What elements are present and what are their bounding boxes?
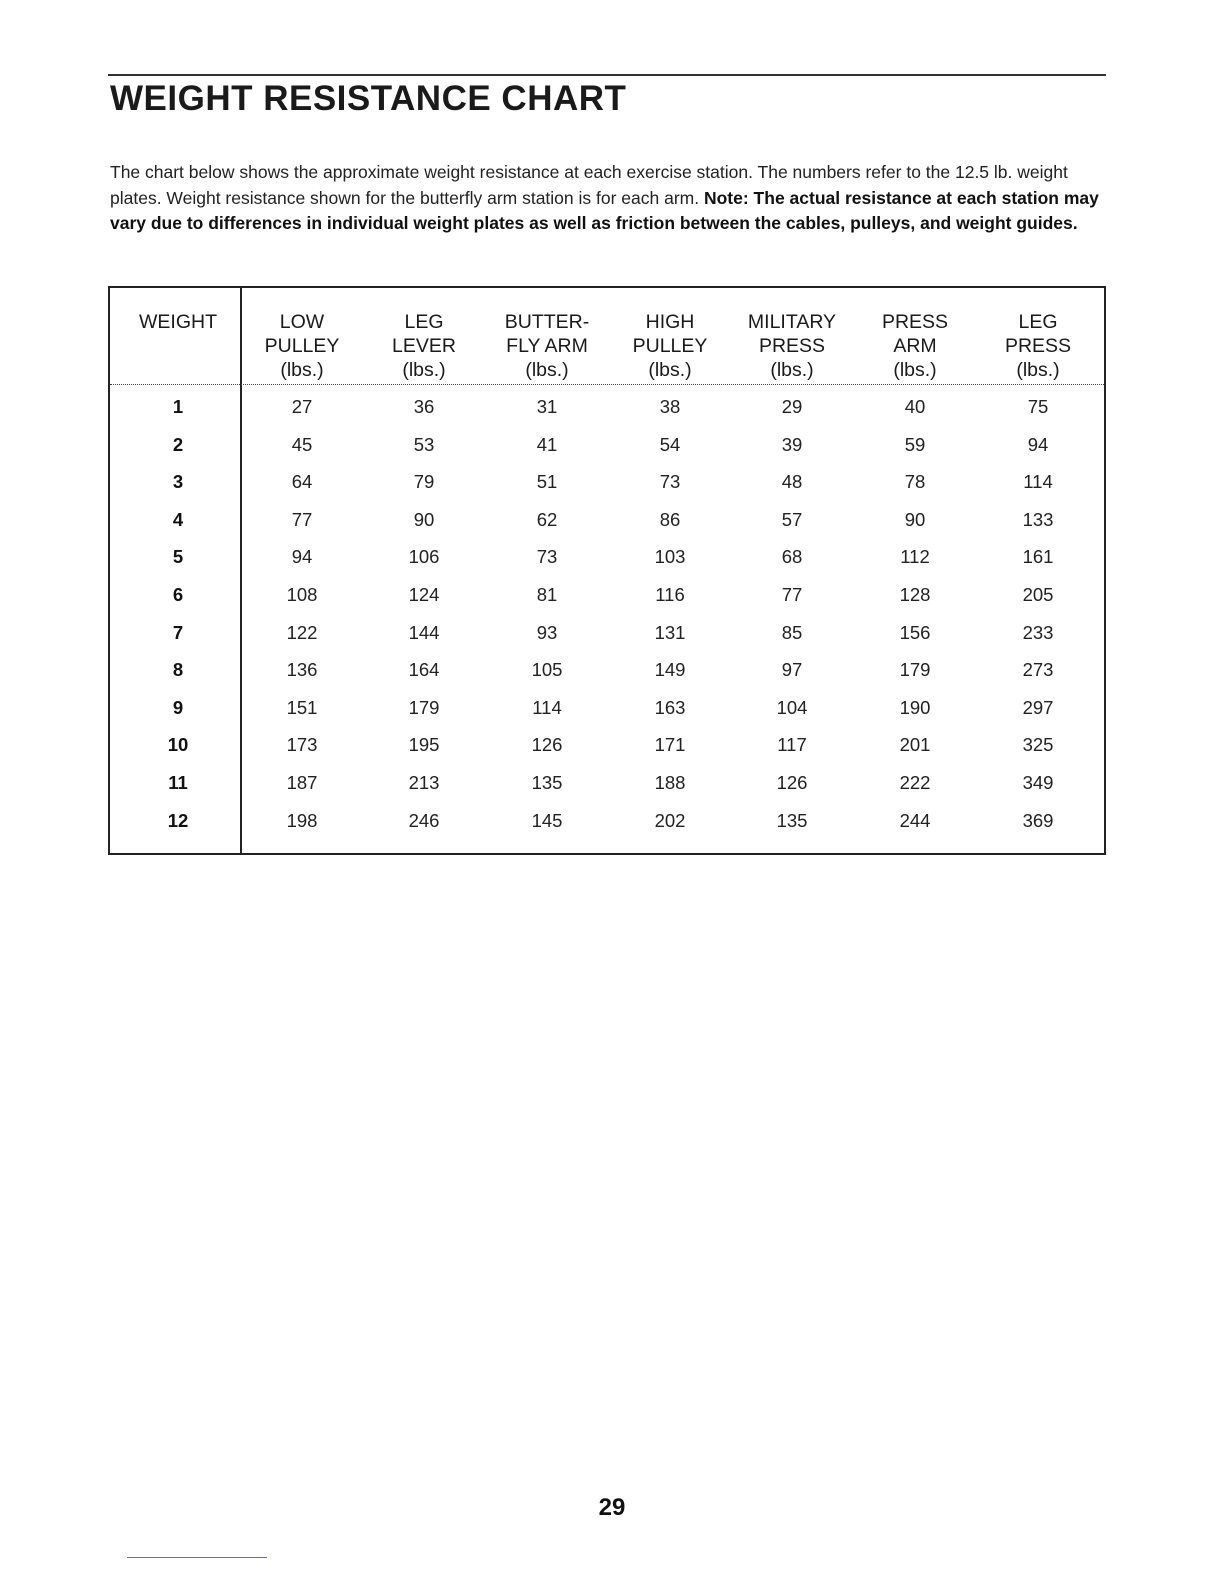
resistance-value-military-press: 126	[776, 772, 808, 793]
resistance-value-press-arm: 112	[900, 546, 930, 568]
column-header-low-pulley	[265, 310, 340, 382]
column-header-line: FLY ARM	[506, 335, 588, 357]
resistance-value-leg-press: 75	[1027, 396, 1049, 417]
weight-plate-count: 11	[168, 772, 188, 793]
resistance-value-butterfly-arm: 145	[531, 809, 563, 831]
weight-plate-count: 7	[172, 621, 184, 643]
resistance-value-butterfly-arm: 135	[531, 772, 563, 793]
header-divider	[110, 384, 1104, 385]
page-title: WEIGHT RESISTANCE CHART	[110, 79, 627, 118]
resistance-value-press-arm: 244	[899, 809, 931, 831]
column-header-weight	[139, 310, 217, 334]
resistance-value-leg-lever: 213	[408, 772, 440, 793]
column-header-line: PRESS	[881, 311, 949, 333]
resistance-value-military-press: 39	[781, 433, 803, 455]
resistance-value-press-arm: 222	[899, 772, 931, 793]
table-row	[110, 689, 1104, 726]
column-header-line: LEVER	[392, 335, 456, 357]
resistance-value-high-pulley: 73	[659, 471, 681, 493]
column-header-line: (lbs.)	[402, 359, 446, 381]
resistance-value-military-press: 57	[781, 508, 803, 530]
resistance-value-leg-press: 369	[1022, 809, 1054, 831]
resistance-value-military-press: 77	[781, 584, 803, 605]
resistance-value-high-pulley: 38	[659, 396, 681, 417]
column-header-press-arm	[882, 310, 948, 382]
weight-plate-count: 4	[172, 508, 184, 530]
column-header-line: WEIGHT	[139, 311, 217, 333]
bottom-link-rule	[127, 1557, 267, 1558]
column-header-line: BUTTER-	[504, 311, 590, 333]
weight-plate-count: 3	[172, 471, 184, 493]
resistance-value-high-pulley: 163	[654, 696, 686, 718]
page-number: 29	[598, 1494, 626, 1521]
resistance-value-low-pulley: 122	[286, 621, 318, 643]
column-header-line: ARM	[893, 335, 937, 357]
column-header-line: (lbs.)	[280, 359, 324, 381]
resistance-value-press-arm: 90	[904, 508, 926, 530]
resistance-value-leg-lever: 195	[408, 734, 440, 756]
resistance-value-leg-lever: 124	[408, 584, 440, 605]
table-row	[110, 538, 1104, 575]
column-header-butterfly-arm	[505, 310, 590, 382]
resistance-value-military-press: 135	[776, 809, 808, 831]
resistance-value-leg-press: 133	[1022, 508, 1054, 530]
column-header-line: PULLEY	[632, 335, 708, 357]
table-row	[110, 802, 1104, 839]
table-row	[110, 764, 1104, 801]
intro-note: Note: The actual resistance at each station may vary due to differences in individual weight plates as well as friction between the cables, pulleys, and weight guides.	[110, 187, 1099, 233]
resistance-value-high-pulley: 131	[654, 621, 686, 643]
column-header-line: HIGH	[645, 311, 695, 333]
resistance-value-low-pulley: 187	[286, 772, 318, 793]
resistance-value-low-pulley: 64	[291, 471, 313, 493]
resistance-value-butterfly-arm: 126	[531, 734, 563, 756]
resistance-value-low-pulley: 27	[291, 396, 313, 417]
resistance-value-leg-press: 233	[1022, 621, 1054, 643]
resistance-value-butterfly-arm: 81	[536, 584, 558, 605]
table-row	[110, 726, 1104, 763]
resistance-value-military-press: 104	[776, 696, 808, 718]
column-header-line: (lbs.)	[1016, 359, 1060, 381]
resistance-value-butterfly-arm: 73	[536, 546, 558, 568]
resistance-value-leg-press: 325	[1022, 734, 1054, 756]
table-row	[110, 463, 1104, 500]
column-header-high-pulley	[633, 310, 708, 382]
resistance-value-leg-press: 205	[1022, 584, 1054, 605]
resistance-value-military-press: 85	[781, 621, 803, 643]
column-header-line: PULLEY	[264, 335, 340, 357]
intro-text: The chart below shows the approximate weight resistance at each exercise station. The numbers refer to the 12.5 lb. weight plates. Weight resistance shown for the butterfly arm station is for each arm.	[110, 162, 1068, 208]
resistance-value-military-press: 29	[781, 396, 803, 417]
weight-plate-count: 1	[172, 396, 184, 417]
resistance-value-military-press: 68	[781, 546, 803, 568]
column-header-line: (lbs.)	[893, 359, 937, 381]
resistance-value-low-pulley: 173	[286, 734, 318, 756]
resistance-value-low-pulley: 136	[286, 659, 318, 681]
resistance-value-leg-lever: 106	[408, 546, 440, 568]
resistance-value-high-pulley: 188	[654, 772, 686, 793]
weight-plate-count: 10	[167, 734, 189, 756]
resistance-value-military-press: 48	[781, 471, 803, 493]
resistance-value-leg-press: 273	[1022, 659, 1054, 681]
resistance-value-low-pulley: 77	[291, 508, 313, 530]
resistance-value-military-press: 97	[781, 659, 803, 681]
weight-plate-count: 5	[172, 546, 184, 568]
resistance-value-leg-lever: 144	[408, 621, 440, 643]
resistance-value-high-pulley: 86	[659, 508, 681, 530]
resistance-value-leg-lever: 179	[408, 696, 440, 718]
resistance-value-press-arm: 128	[899, 584, 931, 605]
resistance-value-leg-lever: 36	[413, 396, 435, 417]
resistance-value-high-pulley: 116	[655, 584, 685, 605]
resistance-value-leg-press: 94	[1027, 433, 1049, 455]
resistance-value-butterfly-arm: 31	[536, 396, 558, 417]
resistance-value-high-pulley: 202	[654, 809, 686, 831]
resistance-value-press-arm: 40	[904, 396, 926, 417]
resistance-value-leg-lever: 246	[408, 809, 440, 831]
table-row	[110, 426, 1104, 463]
column-header-line: (lbs.)	[525, 359, 569, 381]
resistance-value-leg-press: 297	[1022, 696, 1054, 718]
resistance-value-press-arm: 59	[904, 433, 926, 455]
resistance-value-leg-lever: 164	[408, 659, 440, 681]
column-header-line: PRESS	[1004, 335, 1072, 357]
resistance-value-low-pulley: 45	[291, 433, 313, 455]
weight-plate-count: 2	[172, 433, 184, 455]
table-row	[110, 501, 1104, 538]
resistance-value-high-pulley: 171	[654, 734, 686, 756]
resistance-value-butterfly-arm: 114	[532, 696, 562, 718]
resistance-value-leg-lever: 90	[413, 508, 435, 530]
resistance-value-high-pulley: 54	[659, 433, 681, 455]
resistance-value-high-pulley: 149	[654, 659, 686, 681]
resistance-value-butterfly-arm: 41	[536, 433, 558, 455]
column-header-line: LEG	[1018, 311, 1058, 333]
column-header-leg-press	[1005, 310, 1071, 382]
resistance-value-butterfly-arm: 51	[536, 471, 558, 493]
resistance-value-press-arm: 190	[899, 696, 931, 718]
column-header-leg-lever	[392, 310, 456, 382]
weight-plate-count: 12	[167, 809, 189, 831]
resistance-value-leg-press: 161	[1022, 546, 1054, 568]
resistance-value-leg-press: 114	[1023, 471, 1053, 493]
resistance-value-leg-lever: 53	[413, 433, 435, 455]
resistance-value-press-arm: 179	[899, 659, 931, 681]
weight-resistance-table	[108, 286, 1106, 855]
weight-plate-count: 9	[172, 696, 184, 718]
resistance-value-low-pulley: 198	[286, 809, 318, 831]
column-header-line: (lbs.)	[648, 359, 692, 381]
resistance-value-butterfly-arm: 105	[531, 659, 563, 681]
table-row	[110, 651, 1104, 688]
column-header-military-press	[748, 310, 836, 382]
resistance-value-low-pulley: 108	[286, 584, 318, 605]
weight-plate-count: 6	[172, 584, 184, 605]
table-row	[110, 614, 1104, 651]
column-header-line: PRESS	[758, 335, 826, 357]
table-row	[110, 576, 1104, 613]
table-row	[110, 388, 1104, 425]
column-header-line: LOW	[279, 311, 325, 333]
column-header-line: LEG	[404, 311, 444, 333]
resistance-value-press-arm: 201	[899, 734, 931, 756]
top-rule	[108, 74, 1106, 76]
resistance-value-butterfly-arm: 62	[536, 508, 558, 530]
resistance-value-butterfly-arm: 93	[536, 621, 558, 643]
resistance-value-military-press: 117	[777, 734, 807, 756]
resistance-value-high-pulley: 103	[654, 546, 686, 568]
resistance-value-press-arm: 156	[899, 621, 931, 643]
weight-plate-count: 8	[172, 659, 184, 681]
column-header-line: (lbs.)	[770, 359, 814, 381]
resistance-value-press-arm: 78	[904, 471, 926, 493]
column-header-line: MILITARY	[747, 311, 837, 333]
resistance-value-leg-lever: 79	[413, 471, 435, 493]
resistance-value-leg-press: 349	[1022, 772, 1054, 793]
resistance-value-low-pulley: 151	[286, 696, 318, 718]
resistance-value-low-pulley: 94	[291, 546, 313, 568]
intro-paragraph	[110, 160, 1100, 237]
